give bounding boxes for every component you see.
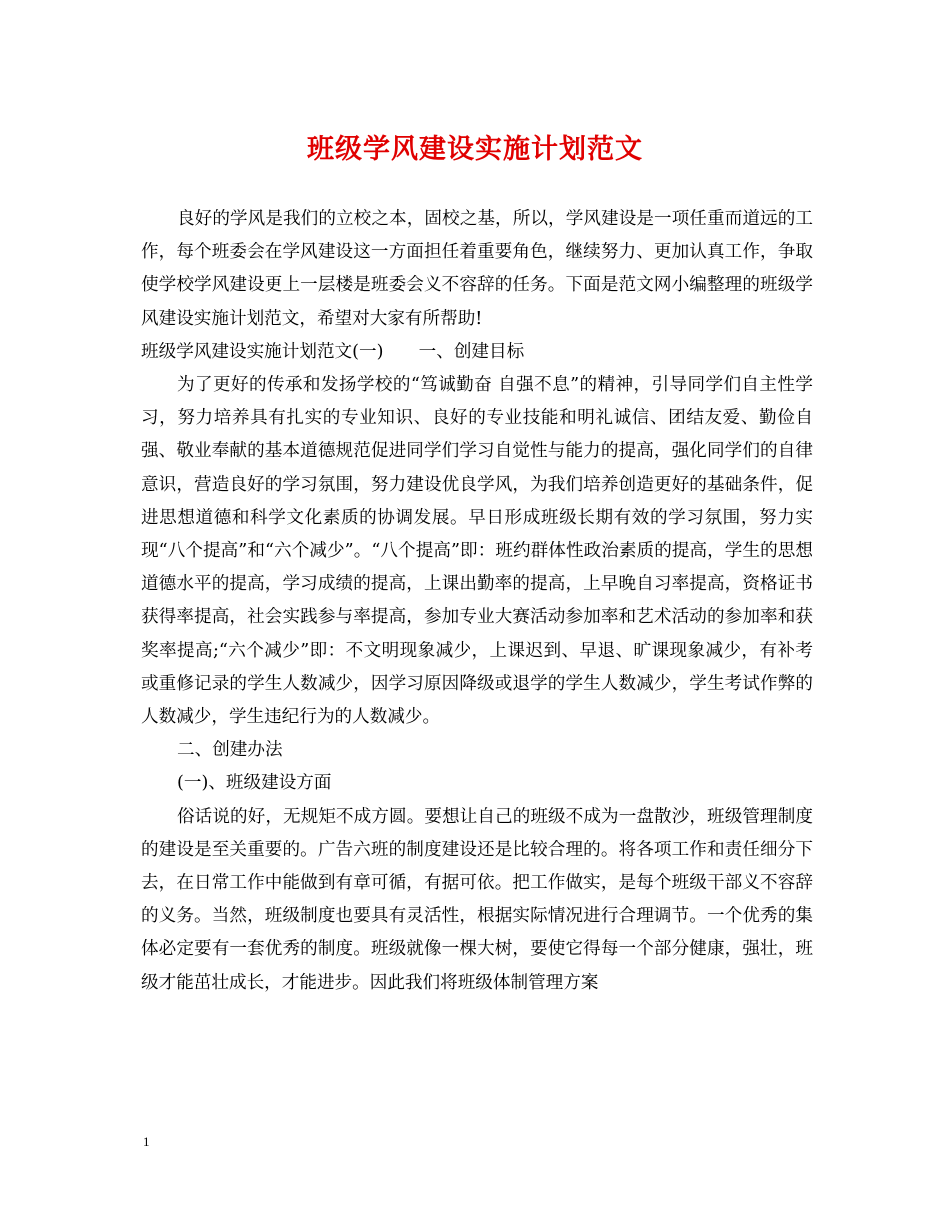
document-body: [141, 203, 813, 1000]
goal-paragraph: 为了更好的传承和发扬学校的“笃诚勤奋 自强不息”的精神，引导同学们自主性学习，努力培养具有扎实的专业知识、良好的专业技能和明礼诚信、团结友爱、勤俭自强、敬业奉献的基本道德规范促进同学们学习自觉性与能力的提高，强化同学们的自律意识，营造良好的学习氛围，努力建设优良学风，为我们培养创造更好的基础条件，促进思想道德和科学文化素质的协调发展。早日形成班级长期有效的学习氛围，努力实现“八个提高”和“六个减少”。“八个提高”即：班约群体性政治素质的提高，学生的思想道德水平的提高，学习成绩的提高，上课出勤率的提高，上早晚自习率提高，资格证书获得率提高，社会实践参与率提高，参加专业大赛活动参加率和艺术活动的参加率和获奖率提高;“六个减少”即：不文明现象减少，上课迟到、早退、旷课现象减少，有补考或重修记录的学生人数减少，因学习原因降级或退学的学生人数减少，学生考试作弊的人数减少，学生违纪行为的人数减少。: [141, 375, 813, 728]
page-number: 1: [143, 1134, 150, 1149]
section-heading: 班级学风建设实施计划范文(一) 一、创建目标: [141, 341, 525, 362]
class-building-paragraph: 俗话说的好，无规矩不成方圆。要想让自己的班级不成为一盘散沙，班级管理制度的建设是至关重要的。广告六班的制度建设还是比较合理的。将各项工作和责任细分下去，在日常工作中能做到有章可循，有据可依。把工作做实，是每个班级干部义不容辞的义务。当然，班级制度也要具有灵活性，根据实际情况进行合理调节。一个优秀的集体必定要有一套优秀的制度。班级就像一棵大树，要使它得每一个部分健康，强壮，班级才能茁壮成长，才能进步。因此我们将班级体制管理方案: [141, 806, 813, 993]
document-title: 班级学风建设实施计划范文: [307, 134, 643, 165]
intro-paragraph: 良好的学风是我们的立校之本，固校之基，所以，学风建设是一项任重而道远的工作，每个班委会在学风建设这一方面担任着重要角色，继续努力、更加认真工作，争取使学校学风建设更上一层楼是班委会义不容辞的任务。下面是范文网小编整理的班级学风建设实施计划范文，希望对大家有所帮助!: [141, 209, 813, 329]
method-heading: 二、创建办法: [177, 740, 283, 761]
class-building-subheading: (一)、班级建设方面: [177, 773, 332, 794]
